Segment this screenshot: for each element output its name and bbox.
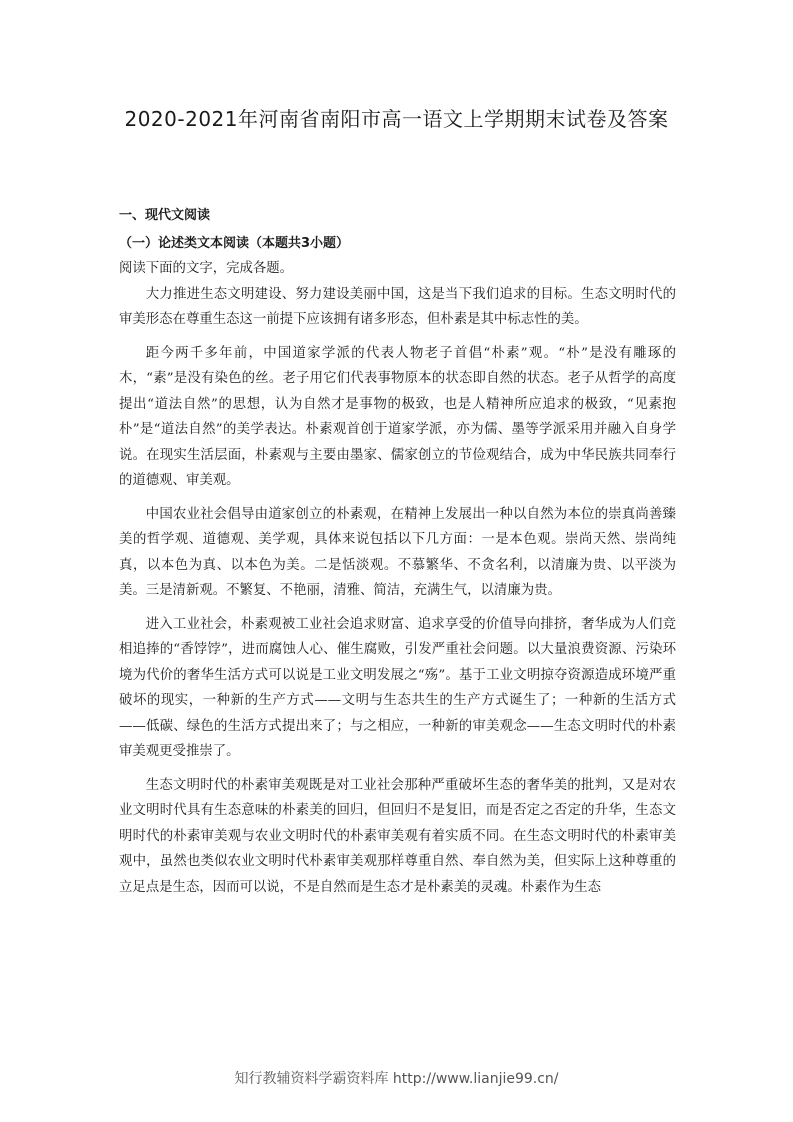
subsection-heading: （一）论述类文本阅读（本题共3小题）	[119, 235, 350, 251]
paragraph: 大力推进生态文明建设、努力建设美丽中国，这是当下我们追求的目标。生态文明时代的审美形态在尊重生态这一前提下应该拥有诸多形态，但朴素是其中标志性的美。	[119, 286, 676, 327]
paragraph: 进入工业社会，朴素观被工业社会追求财富、追求享受的价值导向排挤，奢华成为人们竞相追捧的“香饽饽”，进而腐蚀人心、催生腐败，引发严重社会问题。以大量浪费资源、污染环境为代价的奢华生活方式可以说是工业文明发展之“殇”。基于工业文明掠夺资源造成环境严重破坏的现实，一种新的生产方式——文明与生态共生的生产方式诞生了；一种新的生活方式——低碳、绿色的生活方式提出来了；与之相应，一种新的审美观念——生态文明时代的朴素审美观更受推崇了。	[119, 616, 676, 759]
paragraph: 中国农业社会倡导由道家创立的朴素观，在精神上发展出一种以自然为本位的崇真尚善臻美的哲学观、道德观、美学观，具体来说包括以下几方面：一是本色观。崇尚天然、崇尚纯真，以本色为真、以本色为美。二是恬淡观。不慕繁华、不贪名利，以清廉为贵、以平淡为美。三是清新观。不繁复、不艳丽，清雅、简洁，充满生气，以清廉为贵。	[119, 506, 676, 598]
section-heading: 一、现代文阅读	[119, 208, 211, 223]
paragraph: 生态文明时代的朴素审美观既是对工业社会那种严重破坏生态的奢华美的批判，又是对农业文明时代具有生态意味的朴素美的回归，但回归不是复旧，而是否定之否定的升华，生态文明时代的朴素审美观与农业文明时代的朴素审美观有着实质不同。在生态文明时代的朴素审美观中，虽然也类似农业文明时代朴素审美观那样尊重自然、奉自然为美，但实际上这种尊重的立足点是生态，因而可以说，不是自然而是生态才是朴素美的灵魂。朴素作为生态	[119, 777, 676, 895]
page-title: 2020-2021年河南省南阳市高一语文上学期期末试卷及答案	[124, 107, 669, 131]
paragraph: 距今两千多年前，中国道家学派的代表人物老子首倡“朴素”观。“朴”是没有雕琢的木，“素”是没有染色的丝。老子用它们代表事物原本的状态即自然的状态。老子从哲学的高度提出“道法自然”的思想，认为自然才是事物的极致，也是人精神所应追求的极致，“见素抱朴”是“道法自然”的美学表达。朴素观首创于道家学派，亦为儒、墨等学派采用并融入自身学说。在现实生活层面，朴素观与主要由墨家、儒家创立的节俭观结合，成为中华民族共同奉行的道德观、审美观。	[119, 345, 676, 488]
instruction-text: 阅读下面的文字，完成各题。	[119, 261, 294, 276]
document-body	[119, 203, 676, 908]
footer-watermark: 知行教辅资料学霸资料库 http://www.lianjie99.cn/	[234, 1071, 559, 1087]
